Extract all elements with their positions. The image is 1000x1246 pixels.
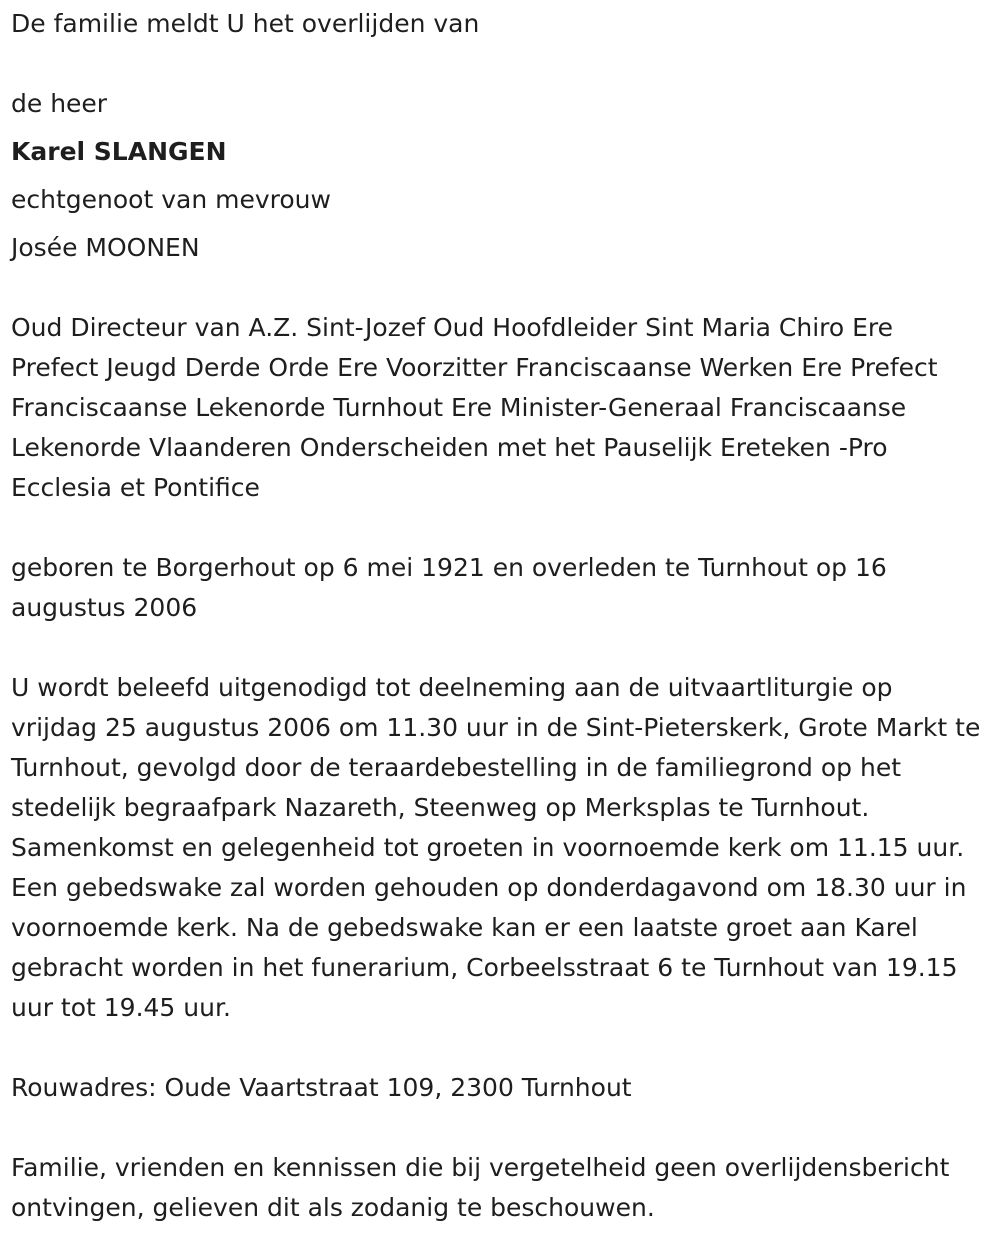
spacer xyxy=(11,628,986,668)
funeral-info-paragraph: U wordt beleefd uitgenodigd tot deelneming aan de uitvaartliturgie op vrijdag 25 augustus 2006 om 11.30 uur in de Sint-Pieterskerk, Grote Markt te Turnhout, gevolgd door de teraardebestelling in de familiegrond op het stedelijk begraafpark Nazareth, Steenweg op Merksplas te Turnhout. Samenkomst en gelegenheid tot groeten in voornoemde kerk om 11.15 uur. Een gebedswake zal worden gehouden op donderdagavond om 18.30 uur in voornoemde kerk. Na de gebedswake kan er een laatste groet aan Karel gebracht worden in het funerarium, Corbeelsstraat 6 te Turnhout van 19.15 uur tot 19.45 uur. xyxy=(11,673,981,1022)
spacer xyxy=(11,508,986,548)
titles-paragraph: Oud Directeur van A.Z. Sint-Jozef Oud Hoofdleider Sint Maria Chiro Ere Prefect Jeugd Derde Orde Ere Voorzitter Franciscaanse Werken Ere Prefect Franciscaanse Lekenorde Turnhout Ere Minister-Generaal Franciscaanse Lekenorde Vlaanderen Onderscheiden met het Pauselijk Ereteken -Pro Ecclesia et Pontifice xyxy=(11,313,938,502)
spouse-label: echtgenoot van mevrouw xyxy=(11,185,331,214)
spouse-name: Josée MOONEN xyxy=(11,233,200,262)
mourning-address: Rouwadres: Oude Vaartstraat 109, 2300 Turnhout xyxy=(11,1073,632,1102)
salutation-text: de heer xyxy=(11,89,108,118)
spacer xyxy=(11,1028,986,1068)
spacer xyxy=(11,1108,986,1148)
intro-text: De familie meldt U het overlijden van xyxy=(11,9,480,38)
spacer xyxy=(11,44,986,84)
deceased-name: Karel SLANGEN xyxy=(11,137,227,166)
closing-paragraph: Familie, vrienden en kennissen die bij vergetelheid geen overlijdensbericht ontvingen, gelieven dit als zodanig te beschouwen. xyxy=(11,1153,950,1222)
spacer xyxy=(11,268,986,308)
birth-death-paragraph: geboren te Borgerhout op 6 mei 1921 en overleden te Turnhout op 16 augustus 2006 xyxy=(11,553,887,622)
death-notice xyxy=(11,4,986,1228)
